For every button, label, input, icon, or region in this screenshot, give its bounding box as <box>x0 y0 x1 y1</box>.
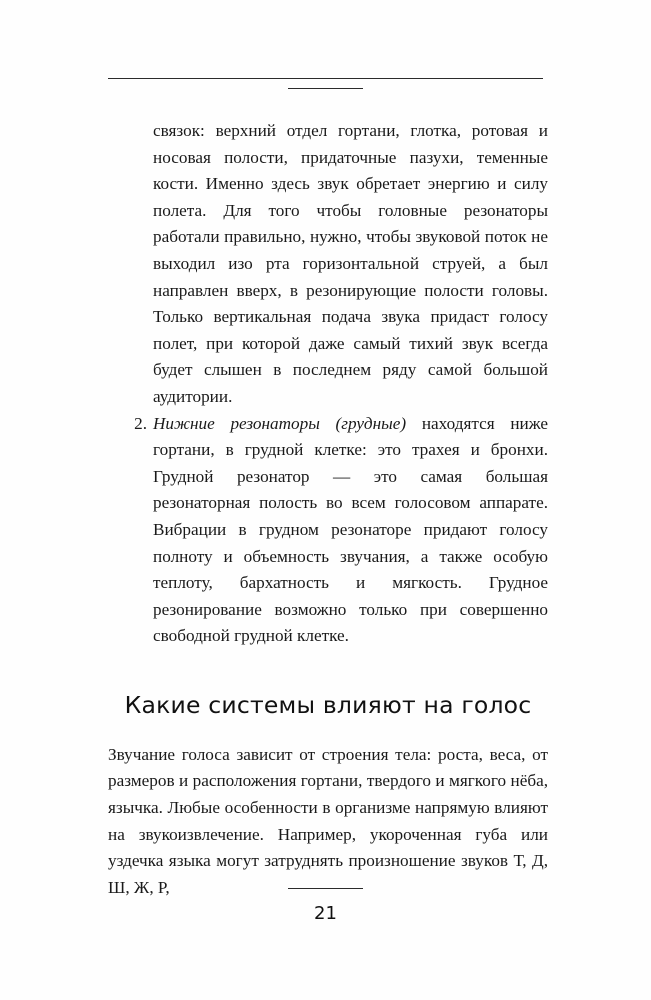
list-item-text: находятся ниже гортани, в грудной клетке: это трахея и бронхи. Грудной резонатор — это самая большая резонаторная полость во всем голосовом аппарате. Вибрации в грудном резонаторе придают голосу полноту и объемность звучания, а также особую теплоту, бархатность и мягкость. Грудное резонирование возможно только при совершенно свободной грудной клетке. <box>153 413 548 646</box>
page-number: 21 <box>314 903 337 924</box>
top-rule-short <box>288 88 363 89</box>
top-rule-long <box>108 78 543 79</box>
list-item-italic-lead: Нижние резонаторы (грудные) <box>153 413 407 433</box>
list-item <box>134 411 548 650</box>
continued-paragraph: связок: верхний отдел гортани, глотка, ротовая и носовая полости, придаточные пазухи, теменные кости. Именно здесь звук обретает энергию и силу полета. Для того чтобы головные резонаторы работали правильно, нужно, чтобы звуковой поток не выходил изо рта горизонтальной струей, а был направлен вверх, в резонирующие полости головы. Только вертикальная подача звука придаст голосу полет, при которой даже самый тихий звук всегда будет слышен в последнем ряду самой большой аудитории. <box>153 121 548 406</box>
section-paragraph: Звучание голоса зависит от строения тела: роста, веса, от размеров и расположения гортани, твердого и мягкого нёба, язычка. Любые особенности в организме напрямую влияют на звукоизвлечение. Например, укороченная губа или уздечка языка могут затруднять произношение звуков Т, Д, Ш, Ж, Р, <box>108 744 548 897</box>
section-heading: Какие системы влияют на голос <box>124 690 532 719</box>
numbered-list <box>108 411 548 650</box>
list-item-marker: 2. <box>134 413 147 433</box>
page-content <box>108 118 548 901</box>
bottom-rule-short <box>288 888 363 889</box>
